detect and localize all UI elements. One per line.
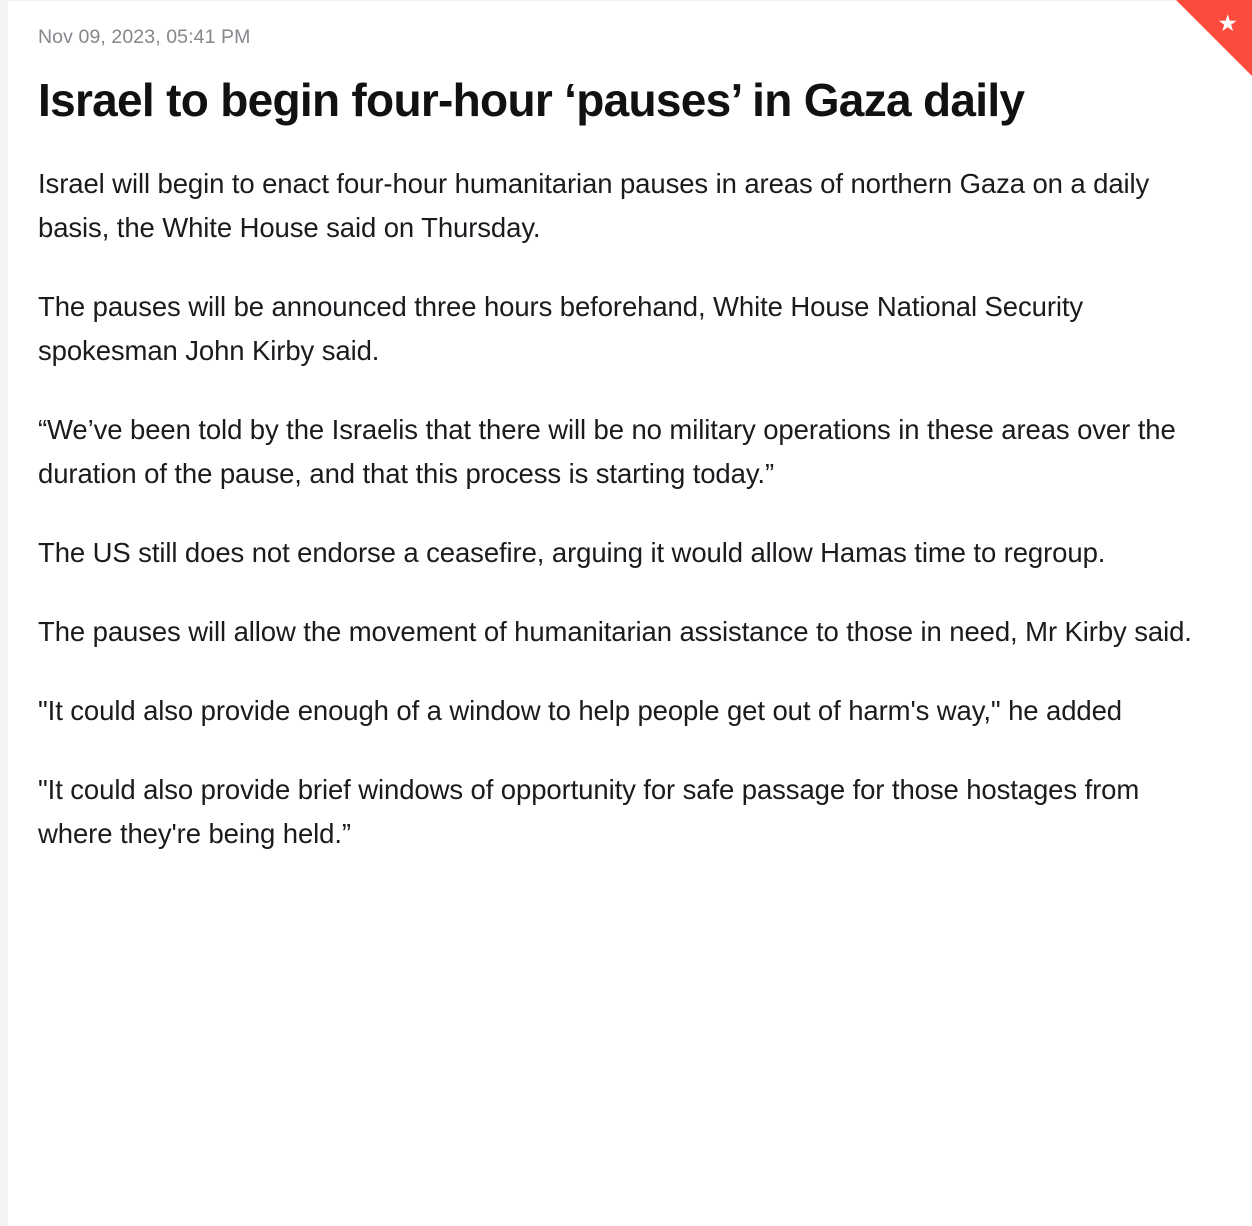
page-title: Israel to begin four-hour ‘pauses’ in Gaza daily [38, 74, 1025, 126]
star-icon: ★ [1217, 10, 1238, 36]
article-paragraph: The pauses will allow the movement of humanitarian assistance to those in need, Mr Kirby said. [38, 616, 1192, 647]
article-paragraph: "It could also provide brief windows of opportunity for safe passage for those hostages from where they're being held.” [38, 774, 1140, 849]
article-paragraph: “We’ve been told by the Israelis that there will be no military operations in these areas over the duration of the pause, and that this process is starting today.” [38, 414, 1176, 489]
article-timestamp: Nov 09, 2023, 05:41 PM [38, 26, 251, 48]
article-paragraph: "It could also provide enough of a window to help people get out of harm's way," he added [38, 695, 1122, 726]
bookmark-flag-badge[interactable] [1176, 0, 1252, 76]
article-paragraph: The pauses will be announced three hours beforehand, White House National Security spokesman John Kirby said. [38, 291, 1084, 366]
article-body [38, 162, 1214, 856]
article-paragraph: Israel will begin to enact four-hour humanitarian pauses in areas of northern Gaza on a daily basis, the White House said on Thursday. [38, 168, 1150, 243]
article-paragraph: The US still does not endorse a ceasefire, arguing it would allow Hamas time to regroup. [38, 537, 1106, 568]
flag-triangle [1176, 0, 1252, 76]
